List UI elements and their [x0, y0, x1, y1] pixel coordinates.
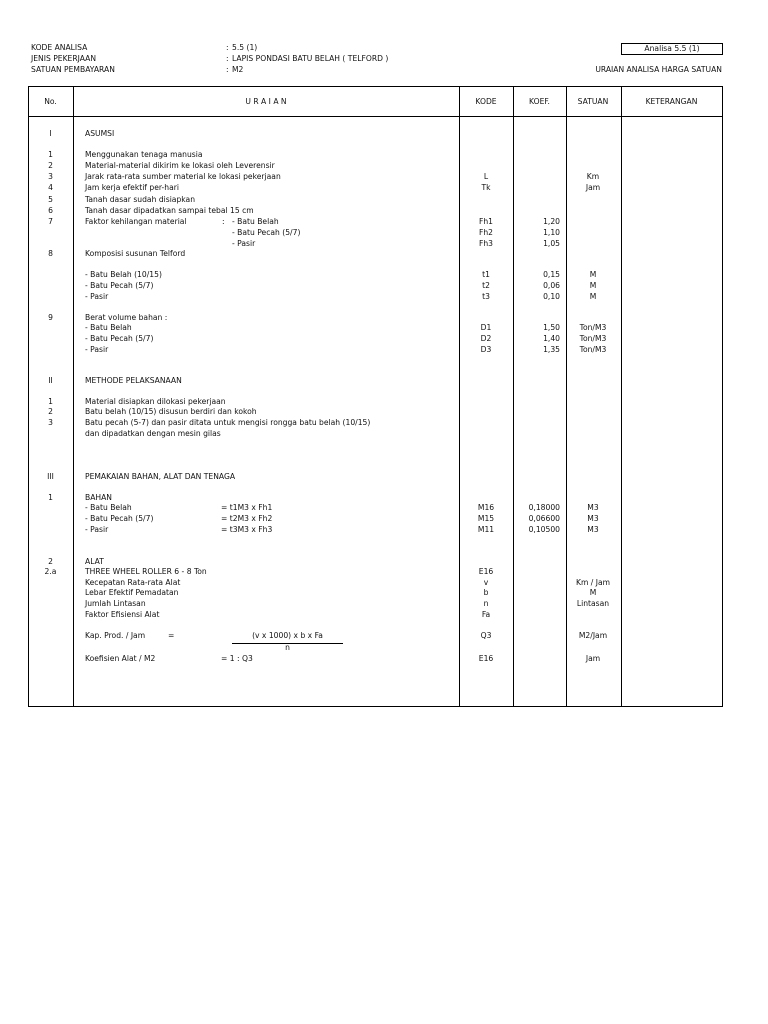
row-satuan: Ton/M3: [579, 334, 607, 343]
table-row: [0, 313, 768, 323]
table-row: [0, 472, 768, 482]
row-satuan: Km / Jam: [575, 578, 611, 587]
row-description: Lebar Efektif Pemadatan: [85, 588, 179, 597]
row-satuan: Jam: [585, 654, 601, 663]
row-koef: 1,05: [543, 239, 560, 248]
row-kode: t1: [482, 270, 490, 279]
row-number: 2: [48, 557, 53, 566]
row-koef: 0,06: [543, 281, 560, 290]
row-number: 5: [48, 195, 53, 204]
row-koef: 1,50: [543, 323, 560, 332]
row-kode: t2: [482, 281, 490, 290]
header-key: KODE ANALISA: [31, 43, 88, 52]
row-satuan: M: [589, 292, 597, 301]
column-header-no: No.: [44, 97, 57, 106]
row-description: Berat volume bahan :: [85, 313, 168, 322]
row-kode: D1: [480, 323, 492, 332]
column-header-kode: KODE: [475, 97, 497, 106]
row-description: Material-material dikirim ke lokasi oleh Leverensir: [85, 161, 275, 170]
row-satuan: Km: [586, 172, 600, 181]
table-row: [0, 206, 768, 216]
row-description: METHODE PELAKSANAAN: [85, 376, 182, 385]
row-kode: Fa: [481, 610, 491, 619]
row-koef: 1,40: [543, 334, 560, 343]
row-number: III: [47, 472, 54, 481]
row-koef: 0,18000: [528, 503, 560, 512]
row-description: BAHAN: [85, 493, 112, 502]
row-description: dan dipadatkan dengan mesin gilas: [85, 429, 221, 438]
row-satuan: M: [589, 588, 597, 597]
row-satuan: M3: [587, 503, 599, 512]
table-row: [0, 172, 768, 182]
row-koef: 1,35: [543, 345, 560, 354]
row-description: Batu belah (10/15) disusun berdiri dan kokoh: [85, 407, 257, 416]
row-satuan: Ton/M3: [579, 345, 607, 354]
row-kode: t3: [482, 292, 490, 301]
row-kode: L: [483, 172, 489, 181]
row-description: Komposisi susunan Telford: [85, 249, 186, 258]
table-row: [0, 195, 768, 205]
row-kode: D2: [480, 334, 492, 343]
row-formula: = t1M3 x Fh1: [221, 503, 273, 512]
row-description: Jumlah Lintasan: [85, 599, 146, 608]
header-key: JENIS PEKERJAAN: [31, 54, 97, 63]
row-kode: b: [483, 588, 489, 597]
row-koef: 0,10500: [528, 525, 560, 534]
row-satuan: M: [589, 281, 597, 290]
table-row: [0, 429, 768, 439]
row-number: 1: [48, 493, 53, 502]
row-kode: D3: [480, 345, 492, 354]
table-row: [0, 183, 768, 193]
table-row: [0, 270, 768, 280]
row-numerator: (v x 1000) x b x Fa: [252, 631, 323, 640]
row-description: THREE WHEEL ROLLER 6 - 8 Ton: [85, 567, 207, 576]
row-denominator: n: [285, 643, 290, 652]
row-description: Kap. Prod. / Jam: [85, 631, 146, 640]
row-koef: 0,15: [543, 270, 560, 279]
table-row: [0, 292, 768, 302]
row-description: - Pasir: [85, 345, 109, 354]
table-row: [0, 323, 768, 333]
table-row: [0, 654, 768, 664]
row-description: Material disiapkan dilokasi pekerjaan: [85, 397, 226, 406]
header-key: SATUAN PEMBAYARAN: [31, 65, 115, 74]
table-row: [0, 345, 768, 355]
row-koef: 0,10: [543, 292, 560, 301]
row-number: 3: [48, 172, 53, 181]
row-satuan: Jam: [585, 183, 601, 192]
table-row: [0, 418, 768, 428]
row-number: 8: [48, 249, 53, 258]
row-description: Faktor kehilangan material: [85, 217, 187, 226]
row-description: Batu pecah (5-7) dan pasir ditata untuk mengisi rongga batu belah (10/15): [85, 418, 371, 427]
row-kode: Q3: [480, 631, 492, 640]
row-kode: Fh3: [478, 239, 493, 248]
row-satuan: M: [589, 270, 597, 279]
row-number: 3: [48, 418, 53, 427]
row-description: - Batu Pecah (5/7): [85, 281, 154, 290]
row-satuan: M2/Jam: [578, 631, 608, 640]
row-description: Tanah dasar dipadatkan sampai tebal 15 cm: [85, 206, 254, 215]
table-row: [0, 217, 768, 227]
row-description: - Batu Belah: [85, 323, 132, 332]
table-row: [0, 557, 768, 567]
row-kode: E16: [478, 654, 494, 663]
row-description: Tanah dasar sudah disiapkan: [85, 195, 196, 204]
row-description: Menggunakan tenaga manusia: [85, 150, 203, 159]
table-row: [0, 239, 768, 249]
table-row: [0, 397, 768, 407]
table-row: [0, 503, 768, 513]
table-row: [0, 334, 768, 344]
column-header-uraian: U R A I A N: [245, 97, 287, 106]
row-koef: 1,20: [543, 217, 560, 226]
row-number: 9: [48, 313, 53, 322]
row-sub: - Pasir: [232, 239, 256, 248]
row-kode: M15: [477, 514, 495, 523]
table-row: [0, 129, 768, 139]
row-satuan: M3: [587, 525, 599, 534]
row-kode: Fh2: [478, 228, 493, 237]
row-eq: =: [168, 631, 175, 640]
table-row: [0, 588, 768, 598]
row-kode: E16: [478, 567, 494, 576]
row-satuan: Lintasan: [576, 599, 610, 608]
analisa-code-box: Analisa 5.5 (1): [621, 43, 723, 55]
row-number: 7: [48, 217, 53, 226]
row-description: Jam kerja efektif per-hari: [85, 183, 179, 192]
row-satuan: Ton/M3: [579, 323, 607, 332]
row-description: - Pasir: [85, 292, 109, 301]
table-row: [0, 407, 768, 417]
table-row: [0, 161, 768, 171]
row-description: Koefisien Alat / M2: [85, 654, 156, 663]
table-row: [0, 610, 768, 620]
row-kode: Fh1: [478, 217, 493, 226]
row-formula: = t3M3 x Fh3: [221, 525, 273, 534]
row-number: 1: [48, 397, 53, 406]
row-description: ASUMSI: [85, 129, 115, 138]
row-number: 2.a: [44, 567, 57, 576]
table-row: [0, 150, 768, 160]
header-value: LAPIS PONDASI BATU BELAH ( TELFORD ): [232, 54, 389, 63]
row-description: ALAT: [85, 557, 104, 566]
row-kode: n: [483, 599, 489, 608]
row-koef: 0,06600: [528, 514, 560, 523]
header-sep: :: [226, 65, 229, 74]
table-row: [0, 578, 768, 588]
row-kode: M16: [477, 503, 495, 512]
row-koef: 1,10: [543, 228, 560, 237]
row-sub: - Batu Pecah (5/7): [232, 228, 301, 237]
column-header-koef: KOEF.: [529, 97, 550, 106]
row-satuan: M3: [587, 514, 599, 523]
row-description: - Batu Belah: [85, 503, 132, 512]
column-header-keterangan: KETERANGAN: [645, 97, 698, 106]
document-title: URAIAN ANALISA HARGA SATUAN: [595, 65, 722, 74]
row-description: - Batu Pecah (5/7): [85, 334, 154, 343]
column-header-satuan: SATUAN: [577, 97, 609, 106]
table-row: [0, 643, 768, 653]
header-value: M2: [232, 65, 244, 74]
row-number: 2: [48, 407, 53, 416]
row-formula: = t2M3 x Fh2: [221, 514, 273, 523]
row-formula: = 1 : Q3: [221, 654, 253, 663]
table-row: [0, 376, 768, 386]
header-sep: :: [226, 54, 229, 63]
row-description: Faktor Efisiensi Alat: [85, 610, 160, 619]
row-kode: M11: [477, 525, 495, 534]
table-row: [0, 281, 768, 291]
row-kode: v: [483, 578, 489, 587]
header-value: 5.5 (1): [232, 43, 258, 52]
table-row: [0, 567, 768, 577]
table-row: [0, 525, 768, 535]
row-kode: Tk: [481, 183, 491, 192]
row-description: - Batu Belah (10/15): [85, 270, 162, 279]
table-row: [0, 493, 768, 503]
fraction-bar: [232, 643, 343, 644]
row-sub: - Batu Belah: [232, 217, 279, 226]
row-description: - Batu Pecah (5/7): [85, 514, 154, 523]
row-number: I: [49, 129, 52, 138]
row-number: 1: [48, 150, 53, 159]
row-description: Kecepatan Rata-rata Alat: [85, 578, 181, 587]
table-row: [0, 631, 768, 641]
row-number: II: [48, 376, 53, 385]
table-row: [0, 228, 768, 238]
table-row: [0, 514, 768, 524]
row-description: PEMAKAIAN BAHAN, ALAT DAN TENAGA: [85, 472, 236, 481]
table-row: [0, 249, 768, 259]
row-description: Jarak rata-rata sumber material ke lokasi pekerjaan: [85, 172, 281, 181]
row-number: 4: [48, 183, 53, 192]
row-number: 6: [48, 206, 53, 215]
row-colon: :: [222, 217, 225, 226]
header-sep: :: [226, 43, 229, 52]
row-number: 2: [48, 161, 53, 170]
table-row: [0, 599, 768, 609]
row-description: - Pasir: [85, 525, 109, 534]
